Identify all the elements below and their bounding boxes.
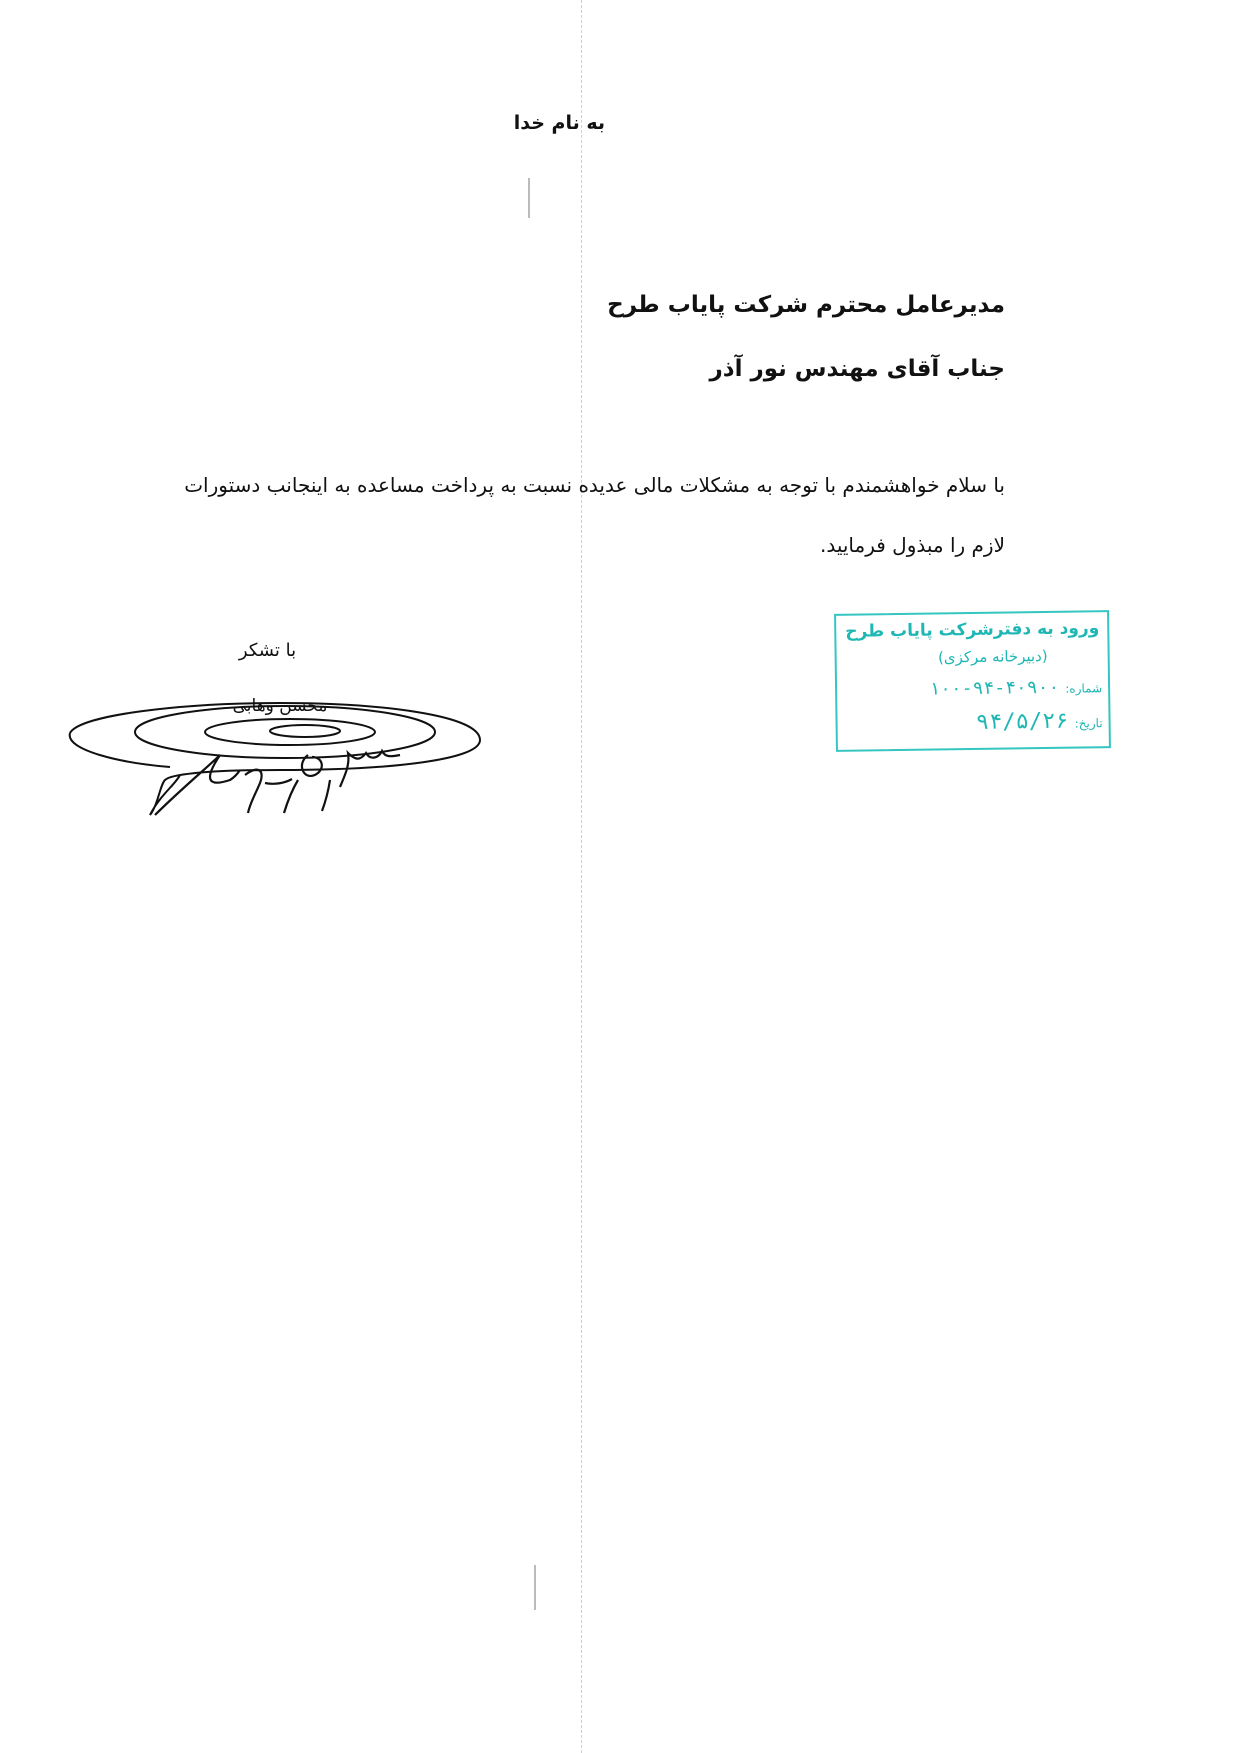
- stamp-title: ورود به دفترشرکت پایاب طرح: [845, 618, 1100, 642]
- stamp-number-label: شماره:: [1065, 681, 1103, 696]
- addressee-name: جناب آقای مهندس نور آذر: [709, 356, 1005, 382]
- addressee-title: مدیرعامل محترم شرکت پایاب طرح: [607, 292, 1005, 318]
- page-fold-line: [581, 0, 582, 1753]
- scan-mark: [534, 1565, 536, 1610]
- letter-body-line-2: لازم را مبذول فرمایید.: [819, 533, 1005, 557]
- stamp-date-value: ۹۴/۵/۲۶: [975, 708, 1069, 735]
- stamp-number-value: ۱۰۰-۹۴-۴۰۹۰۰: [929, 676, 1060, 700]
- signer-name: محسن وهابی: [232, 696, 328, 716]
- handwritten-signature: [60, 695, 490, 825]
- stamp-date-row: [976, 708, 1103, 735]
- closing-thanks: با تشکر: [238, 640, 297, 661]
- stamp-number-row: [929, 676, 1102, 699]
- scan-mark: [528, 178, 530, 218]
- basmala-heading: به نام خدا: [513, 112, 605, 134]
- stamp-date-label: تاریخ:: [1074, 716, 1103, 731]
- stamp-subtitle: (دبیرخانه مرکزی): [937, 646, 1048, 667]
- letter-body-line-1: با سلام خواهشمندم با توجه به مشکلات مالی عدیده نسبت به پرداخت مساعده به اینجانب دستورات: [184, 473, 1005, 497]
- receipt-stamp: [834, 610, 1111, 752]
